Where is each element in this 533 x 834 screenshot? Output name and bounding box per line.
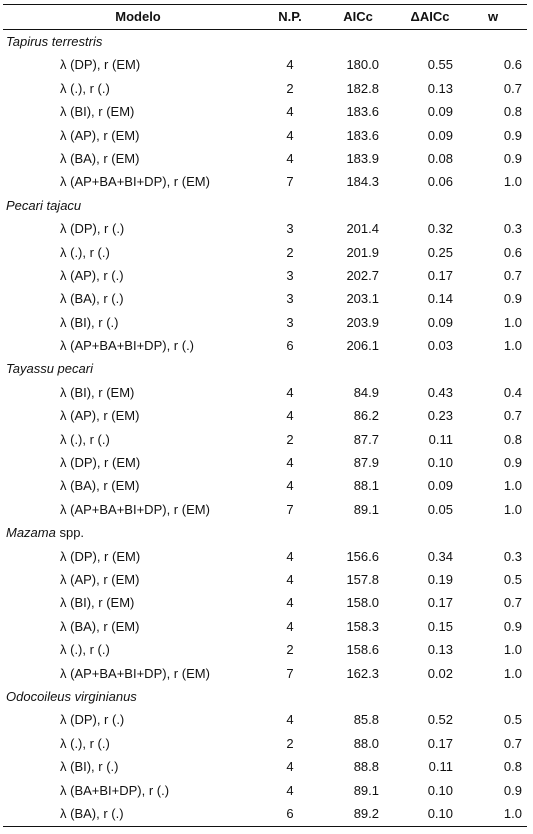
table-row <box>3 334 527 357</box>
species-suffix: spp. <box>55 525 85 541</box>
aicc-cell: 88.1 <box>353 478 379 494</box>
w-cell: 0.5 <box>503 712 522 728</box>
species-name <box>6 30 102 53</box>
aicc-cell: 206.1 <box>346 338 379 354</box>
delta-aicc-cell: 0.43 <box>427 384 453 400</box>
np-cell: 3 <box>286 314 294 330</box>
aicc-cell: 201.4 <box>346 221 379 237</box>
species-label: Tapirus terrestris <box>6 34 103 49</box>
table-body <box>3 30 527 825</box>
delta-aicc-cell: 0.13 <box>427 80 453 96</box>
w-cell: 0.7 <box>503 735 522 751</box>
np-cell: 4 <box>286 150 294 166</box>
species-label: Pecari tajacu <box>6 197 82 213</box>
model-cell: λ (AP+BA+BI+DP), r (EM) <box>60 174 210 190</box>
delta-aicc-cell: 0.15 <box>427 618 453 634</box>
aicc-cell: 183.9 <box>346 150 379 166</box>
model-cell: λ (BI), r (EM) <box>60 104 135 120</box>
delta-aicc-cell: 0.02 <box>427 665 453 681</box>
species-label: Tayassu pecari <box>6 361 93 377</box>
w-cell: 1.0 <box>503 642 522 658</box>
aicc-cell: 203.1 <box>346 291 379 307</box>
aicc-cell: 157.8 <box>346 571 379 587</box>
aicc-cell: 87.9 <box>353 455 379 471</box>
aicc-cell: 89.2 <box>353 805 379 821</box>
delta-aicc-cell: 0.17 <box>427 735 453 751</box>
species-row <box>3 30 527 53</box>
species-label: Odocoileus virginianus <box>6 688 137 704</box>
model-cell: λ (BA), r (.) <box>60 805 124 821</box>
np-cell: 7 <box>286 501 294 517</box>
model-cell: λ (BA+BI+DP), r (.) <box>60 782 170 798</box>
aicc-cell: 183.6 <box>346 104 379 120</box>
delta-aicc-cell: 0.23 <box>427 408 453 424</box>
np-cell: 4 <box>286 104 294 120</box>
delta-aicc-cell: 0.06 <box>427 174 453 190</box>
model-cell: λ (.), r (.) <box>60 735 110 751</box>
header-modelo: Modelo <box>115 9 161 24</box>
np-cell: 4 <box>286 478 294 494</box>
table-row <box>3 474 527 497</box>
table-row <box>3 381 527 404</box>
species-row <box>3 357 527 380</box>
model-cell: λ (AP), r (EM) <box>60 571 140 587</box>
model-cell: λ (AP), r (EM) <box>60 408 140 424</box>
header-delta-aicc: ΔAICc <box>410 9 450 24</box>
model-cell: λ (BA), r (EM) <box>60 618 140 634</box>
w-cell: 0.6 <box>503 244 522 260</box>
aicc-cell: 88.0 <box>353 735 379 751</box>
w-cell: 1.0 <box>503 174 522 190</box>
aicc-cell: 88.8 <box>353 759 379 775</box>
model-cell: λ (DP), r (EM) <box>60 455 141 471</box>
np-cell: 3 <box>286 267 294 283</box>
table-row <box>3 217 527 240</box>
w-cell: 0.6 <box>503 57 522 73</box>
species-name <box>6 357 93 380</box>
aicc-cell: 84.9 <box>353 384 379 400</box>
delta-aicc-cell: 0.05 <box>427 501 453 517</box>
model-cell: λ (.), r (.) <box>60 80 110 96</box>
table-row <box>3 451 527 474</box>
aicc-cell: 158.0 <box>346 595 379 611</box>
aicc-cell: 182.8 <box>346 80 379 96</box>
np-cell: 4 <box>286 618 294 634</box>
species-name <box>6 521 84 544</box>
np-cell: 4 <box>286 455 294 471</box>
w-cell: 0.9 <box>503 291 522 307</box>
np-cell: 3 <box>286 221 294 237</box>
delta-aicc-cell: 0.10 <box>427 805 453 821</box>
header-np: N.P. <box>278 9 302 24</box>
aicc-cell: 201.9 <box>346 244 379 260</box>
aicc-cell: 158.3 <box>346 618 379 634</box>
np-cell: 4 <box>286 57 294 73</box>
np-cell: 2 <box>286 244 294 260</box>
table-bottom-rule <box>3 826 527 827</box>
delta-aicc-cell: 0.17 <box>427 595 453 611</box>
w-cell: 0.7 <box>503 595 522 611</box>
model-cell: λ (.), r (.) <box>60 431 110 447</box>
model-cell: λ (DP), r (EM) <box>60 548 141 564</box>
delta-aicc-cell: 0.10 <box>427 455 453 471</box>
table-row <box>3 498 527 521</box>
model-cell: λ (AP), r (EM) <box>60 127 140 143</box>
table-row <box>3 779 527 802</box>
table-row <box>3 170 527 193</box>
w-cell: 0.9 <box>503 782 522 798</box>
table-header-row <box>3 5 527 29</box>
table-row <box>3 428 527 451</box>
species-row <box>3 685 527 708</box>
species-label: Mazama <box>6 525 56 541</box>
aicc-cell: 89.1 <box>353 782 379 798</box>
aicc-cell: 180.0 <box>346 57 379 73</box>
np-cell: 7 <box>286 174 294 190</box>
np-cell: 2 <box>286 431 294 447</box>
table-row <box>3 591 527 614</box>
table-row <box>3 311 527 334</box>
np-cell: 4 <box>286 408 294 424</box>
table-row <box>3 545 527 568</box>
model-cell: λ (BA), r (EM) <box>60 150 140 166</box>
w-cell: 0.3 <box>503 221 522 237</box>
model-cell: λ (BI), r (.) <box>60 759 119 775</box>
np-cell: 4 <box>286 712 294 728</box>
np-cell: 2 <box>286 642 294 658</box>
table-row <box>3 287 527 310</box>
w-cell: 0.9 <box>503 127 522 143</box>
model-cell: λ (.), r (.) <box>60 244 110 260</box>
model-cell: λ (AP+BA+BI+DP), r (EM) <box>60 501 210 517</box>
np-cell: 4 <box>286 571 294 587</box>
delta-aicc-cell: 0.32 <box>427 221 453 237</box>
delta-aicc-cell: 0.17 <box>427 267 453 283</box>
model-cell: λ (AP+BA+BI+DP), r (.) <box>60 338 195 354</box>
np-cell: 4 <box>286 548 294 564</box>
species-name <box>6 685 137 708</box>
table-row <box>3 100 527 123</box>
table-row <box>3 124 527 147</box>
delta-aicc-cell: 0.09 <box>427 314 453 330</box>
np-cell: 2 <box>286 735 294 751</box>
delta-aicc-cell: 0.14 <box>427 291 453 307</box>
w-cell: 1.0 <box>503 501 522 517</box>
model-cell: λ (BI), r (EM) <box>60 384 135 400</box>
model-cell: λ (AP+BA+BI+DP), r (EM) <box>60 665 210 681</box>
w-cell: 1.0 <box>503 478 522 494</box>
np-cell: 2 <box>286 80 294 96</box>
table-row <box>3 77 527 100</box>
delta-aicc-cell: 0.10 <box>427 782 453 798</box>
model-cell: λ (BA), r (.) <box>60 291 124 307</box>
delta-aicc-cell: 0.03 <box>427 338 453 354</box>
aicc-cell: 162.3 <box>346 665 379 681</box>
w-cell: 1.0 <box>503 805 522 821</box>
table-row <box>3 241 527 264</box>
delta-aicc-cell: 0.55 <box>427 57 453 73</box>
table-row <box>3 732 527 755</box>
w-cell: 0.9 <box>503 150 522 166</box>
np-cell: 4 <box>286 127 294 143</box>
aicc-cell: 203.9 <box>346 314 379 330</box>
w-cell: 0.8 <box>503 759 522 775</box>
table-row <box>3 662 527 685</box>
np-cell: 6 <box>286 338 294 354</box>
model-cell: λ (DP), r (EM) <box>60 57 141 73</box>
delta-aicc-cell: 0.34 <box>427 548 453 564</box>
aicc-cell: 184.3 <box>346 174 379 190</box>
table-row <box>3 615 527 638</box>
aicc-table <box>3 4 527 827</box>
w-cell: 0.9 <box>503 618 522 634</box>
species-row <box>3 194 527 217</box>
delta-aicc-cell: 0.52 <box>427 712 453 728</box>
w-cell: 0.8 <box>503 431 522 447</box>
table-row <box>3 568 527 591</box>
delta-aicc-cell: 0.19 <box>427 571 453 587</box>
aicc-cell: 183.6 <box>346 127 379 143</box>
w-cell: 1.0 <box>503 665 522 681</box>
header-aicc: AICc <box>343 9 373 24</box>
aicc-cell: 89.1 <box>353 501 379 517</box>
delta-aicc-cell: 0.09 <box>427 127 453 143</box>
delta-aicc-cell: 0.09 <box>427 104 453 120</box>
model-cell: λ (BI), r (EM) <box>60 595 135 611</box>
delta-aicc-cell: 0.13 <box>427 642 453 658</box>
table-row <box>3 755 527 778</box>
species-name <box>6 194 81 217</box>
model-cell: λ (DP), r (.) <box>60 221 125 237</box>
table-row <box>3 638 527 661</box>
table-row <box>3 53 527 76</box>
delta-aicc-cell: 0.09 <box>427 478 453 494</box>
aicc-cell: 86.2 <box>353 408 379 424</box>
aicc-cell: 156.6 <box>346 548 379 564</box>
delta-aicc-cell: 0.25 <box>427 244 453 260</box>
w-cell: 0.9 <box>503 455 522 471</box>
delta-aicc-cell: 0.11 <box>428 759 453 775</box>
np-cell: 4 <box>286 782 294 798</box>
w-cell: 0.7 <box>503 80 522 96</box>
table-row <box>3 147 527 170</box>
species-row <box>3 521 527 544</box>
np-cell: 4 <box>286 759 294 775</box>
np-cell: 3 <box>286 291 294 307</box>
model-cell: λ (DP), r (.) <box>60 712 125 728</box>
delta-aicc-cell: 0.08 <box>427 150 453 166</box>
np-cell: 4 <box>286 384 294 400</box>
w-cell: 0.7 <box>503 267 522 283</box>
aicc-cell: 87.7 <box>353 431 379 447</box>
np-cell: 4 <box>286 595 294 611</box>
model-cell: λ (AP), r (.) <box>60 267 124 283</box>
np-cell: 7 <box>286 665 294 681</box>
w-cell: 0.7 <box>503 408 522 424</box>
aicc-cell: 85.8 <box>353 712 379 728</box>
model-cell: λ (BA), r (EM) <box>60 478 140 494</box>
w-cell: 0.4 <box>503 384 522 400</box>
delta-aicc-cell: 0.11 <box>428 431 453 447</box>
table-row <box>3 802 527 825</box>
w-cell: 1.0 <box>503 338 522 354</box>
model-cell: λ (.), r (.) <box>60 642 110 658</box>
model-cell: λ (BI), r (.) <box>60 314 119 330</box>
table-row <box>3 264 527 287</box>
header-w: w <box>487 9 499 24</box>
w-cell: 0.5 <box>503 571 522 587</box>
aicc-cell: 158.6 <box>346 642 379 658</box>
table-row <box>3 404 527 427</box>
w-cell: 0.8 <box>503 104 522 120</box>
w-cell: 0.3 <box>503 548 522 564</box>
aicc-cell: 202.7 <box>346 267 379 283</box>
np-cell: 6 <box>286 805 294 821</box>
table-row <box>3 708 527 731</box>
w-cell: 1.0 <box>503 314 522 330</box>
